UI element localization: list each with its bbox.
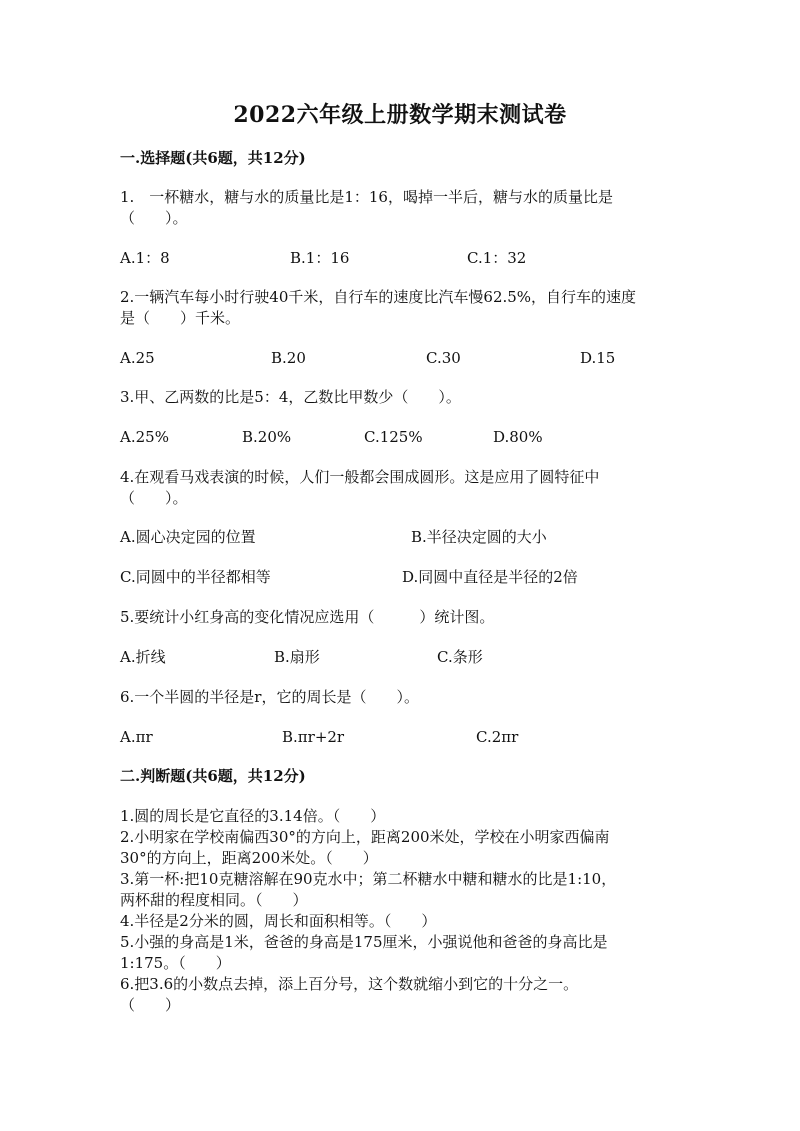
- judgement-line: 3.第一杯:把10克糖溶解在90克水中；第二杯糖水中糖和糖水的比是1:10，: [120, 870, 617, 888]
- question-2-option-b: B.20: [271, 349, 306, 367]
- question-4-option-c: C.同圆中的半径都相等: [120, 568, 271, 586]
- judgement-line: 1.圆的周长是它直径的3.14倍。（ ）: [120, 807, 386, 825]
- question-6-option-b: B.πr+2r: [282, 728, 345, 746]
- question-3-line-1: 3.甲、乙两数的比是5：4，乙数比甲数少（ ）。: [120, 388, 461, 406]
- section-heading-choice: 一.选择题(共6题，共12分): [120, 149, 306, 167]
- question-1-line-1: 1. 一杯糖水，糖与水的质量比是1：16，喝掉一半后，糖与水的质量比是: [120, 188, 613, 206]
- question-3-option-d: D.80%: [493, 428, 543, 446]
- question-1-option-b: B.1：16: [290, 249, 350, 267]
- question-2-line-1: 2.一辆汽车每小时行驶40千米，自行车的速度比汽车慢62.5%，自行车的速度: [120, 288, 637, 306]
- question-4-line-1: 4.在观看马戏表演的时候，人们一般都会围成圆形。这是应用了圆特征中: [120, 468, 600, 486]
- judgement-line: 4.半径是2分米的圆，周长和面积相等。（ ）: [120, 912, 437, 930]
- question-3-option-b: B.20%: [242, 428, 292, 446]
- question-6-option-c: C.2πr: [476, 728, 519, 746]
- question-6-line-1: 6.一个半圆的半径是r，它的周长是（ ）。: [120, 688, 419, 706]
- question-5-option-a: A.折线: [120, 648, 166, 666]
- question-1-option-c: C.1：32: [467, 249, 527, 267]
- question-3-option-c: C.125%: [364, 428, 423, 446]
- section-heading-judgement: 二.判断题(共6题，共12分): [120, 767, 306, 785]
- question-5-line-1: 5.要统计小红身高的变化情况应选用（ ）统计图。: [120, 608, 495, 626]
- question-6-option-a: A.πr: [120, 728, 153, 746]
- question-1-option-a: A.1：8: [120, 249, 170, 267]
- question-4-option-a: A.圆心决定园的位置: [120, 528, 256, 546]
- question-4-option-d: D.同圆中直径是半径的2倍: [402, 568, 578, 586]
- judgement-line: 1:175。（ ）: [120, 954, 231, 972]
- judgement-line: 5.小强的身高是1米，爸爸的身高是175厘米，小强说他和爸爸的身高比是: [120, 933, 608, 951]
- judgement-line: 6.把3.6的小数点去掉，添上百分号，这个数就缩小到它的十分之一。: [120, 975, 579, 993]
- question-5-option-c: C.条形: [437, 648, 483, 666]
- judgement-line: 30°的方向上，距离200米处。（ ）: [120, 849, 378, 867]
- question-3-option-a: A.25%: [120, 428, 169, 446]
- judgement-line: 2.小明家在学校南偏西30°的方向上，距离200米处，学校在小明家西偏南: [120, 828, 610, 846]
- question-2-option-a: A.25: [120, 349, 155, 367]
- judgement-line: （ ）: [120, 996, 181, 1014]
- question-2-line-2: 是（ ）千米。: [120, 309, 241, 327]
- question-4-line-2: （ ）。: [120, 489, 188, 507]
- question-2-option-c: C.30: [426, 349, 461, 367]
- question-4-option-b: B.半径决定圆的大小: [411, 528, 547, 546]
- question-5-option-b: B.扇形: [274, 648, 320, 666]
- judgement-line: 两杯甜的程度相同。（ ）: [120, 891, 308, 909]
- question-1-line-2: （ ）。: [120, 209, 188, 227]
- page-title: 2022六年级上册数学期末测试卷: [233, 102, 567, 128]
- question-2-option-d: D.15: [580, 349, 616, 367]
